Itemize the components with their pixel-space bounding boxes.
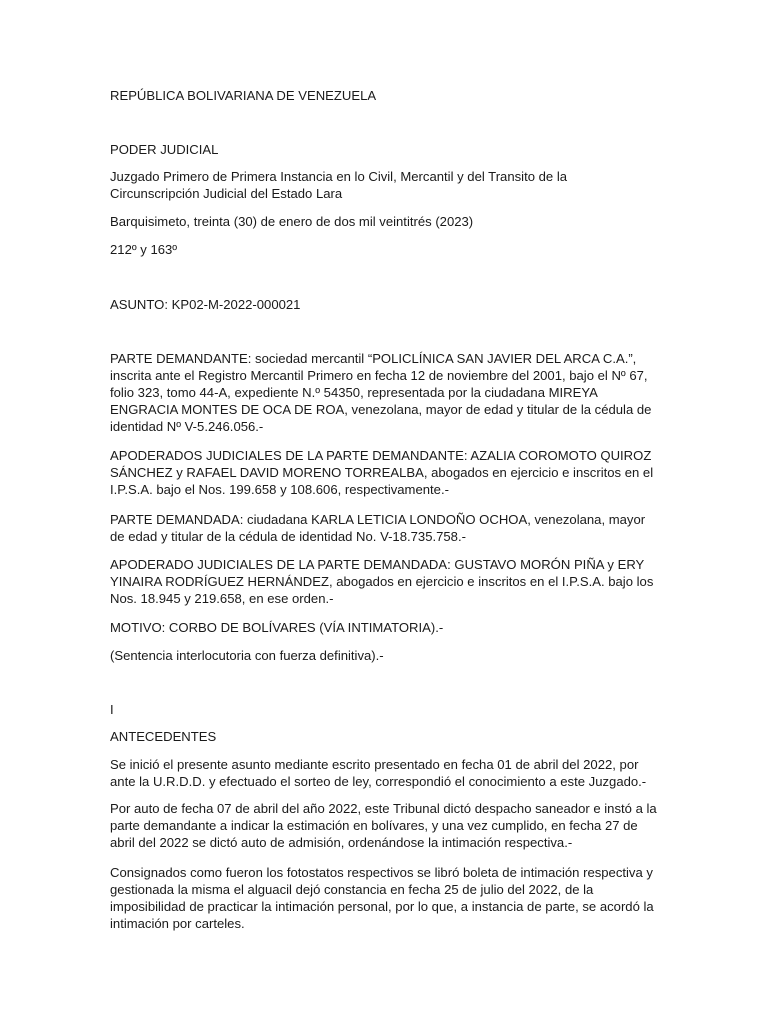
court-name: Juzgado Primero de Primera Instancia en lo Civil, Mercantil y del Transito de la Circunscripción Judicial del Estado Lara <box>110 169 568 201</box>
antecedent-paragraph-2: Por auto de fecha 07 de abril del año 2022, este Tribunal dictó despacho saneador e instó a la parte demandante a indicar la estimación en bolívares, y una vez cumplido, en fecha 27 de abril del 2022 se dictó auto de admisión, ordenándose la intimación respectiva.- <box>110 801 657 850</box>
plaintiff-attorneys-paragraph: APODERADOS JUDICIALES DE LA PARTE DEMANDANTE: AZALIA COROMOTO QUIROZ SÁNCHEZ y RAFAEL DAVID MORENO TORREALBA, abogados en ejercicio e inscritos en el I.P.S.A. bajo el Nos. 199.658 y 108.606, respectivamente.- <box>110 448 654 497</box>
sentence-type-line: (Sentencia interlocutoria con fuerza definitiva).- <box>110 648 384 663</box>
years-line: 212º y 163º <box>110 242 178 257</box>
antecedent-paragraph-1: Se inició el presente asunto mediante escrito presentado en fecha 01 de abril del 2022, por ante la U.R.D.D. y efectuado el sorteo de ley, correspondió el conocimiento a este Juzgado.- <box>110 757 647 789</box>
section-title: ANTECEDENTES <box>110 729 217 744</box>
defendant-attorneys-paragraph: APODERADO JUDICIALES DE LA PARTE DEMANDADA: GUSTAVO MORÓN PIÑA y ERY YINAIRA RODRÍGUEZ HERNÁNDEZ, abogados en ejercicio e inscritos en el I.P.S.A. bajo los Nos. 18.945 y 219.658, en ese orden.- <box>110 557 654 606</box>
section-number: I <box>110 702 114 717</box>
antecedent-paragraph-3: Consignados como fueron los fotostatos respectivos se libró boleta de intimación respectiva y gestionada la misma el alguacil dejó constancia en fecha 25 de julio del 2022, de la imposibilidad de practicar la intimación personal, por lo que, a instancia de parte, se acordó la intimación por carteles. <box>110 865 654 931</box>
country-heading: REPÚBLICA BOLIVARIANA DE VENEZUELA <box>110 88 377 103</box>
defendant-paragraph: PARTE DEMANDADA: ciudadana KARLA LETICIA LONDOÑO OCHOA, venezolana, mayor de edad y titular de la cédula de identidad No. V-18.735.758.- <box>110 512 646 544</box>
case-number: ASUNTO: KP02-M-2022-000021 <box>110 297 301 312</box>
plaintiff-paragraph: PARTE DEMANDANTE: sociedad mercantil “POLICLÍNICA SAN JAVIER DEL ARCA C.A.”, inscrita ante el Registro Mercantil Primero en fecha 12 de noviembre del 2001, bajo el Nº 67, folio 323, tomo 44-A, expediente N.º 54350, representada por la ciudadana MIREYA ENGRACIA MONTES DE OCA DE ROA, venezolana, mayor de edad y titular de la cédula de identidad Nº V-5.246.056.- <box>110 351 652 434</box>
motive-line: MOTIVO: CORBO DE BOLÍVARES (VÍA INTIMATORIA).- <box>110 620 444 635</box>
place-date: Barquisimeto, treinta (30) de enero de dos mil veintitrés (2023) <box>110 214 474 229</box>
judicial-branch-heading: PODER JUDICIAL <box>110 142 219 157</box>
